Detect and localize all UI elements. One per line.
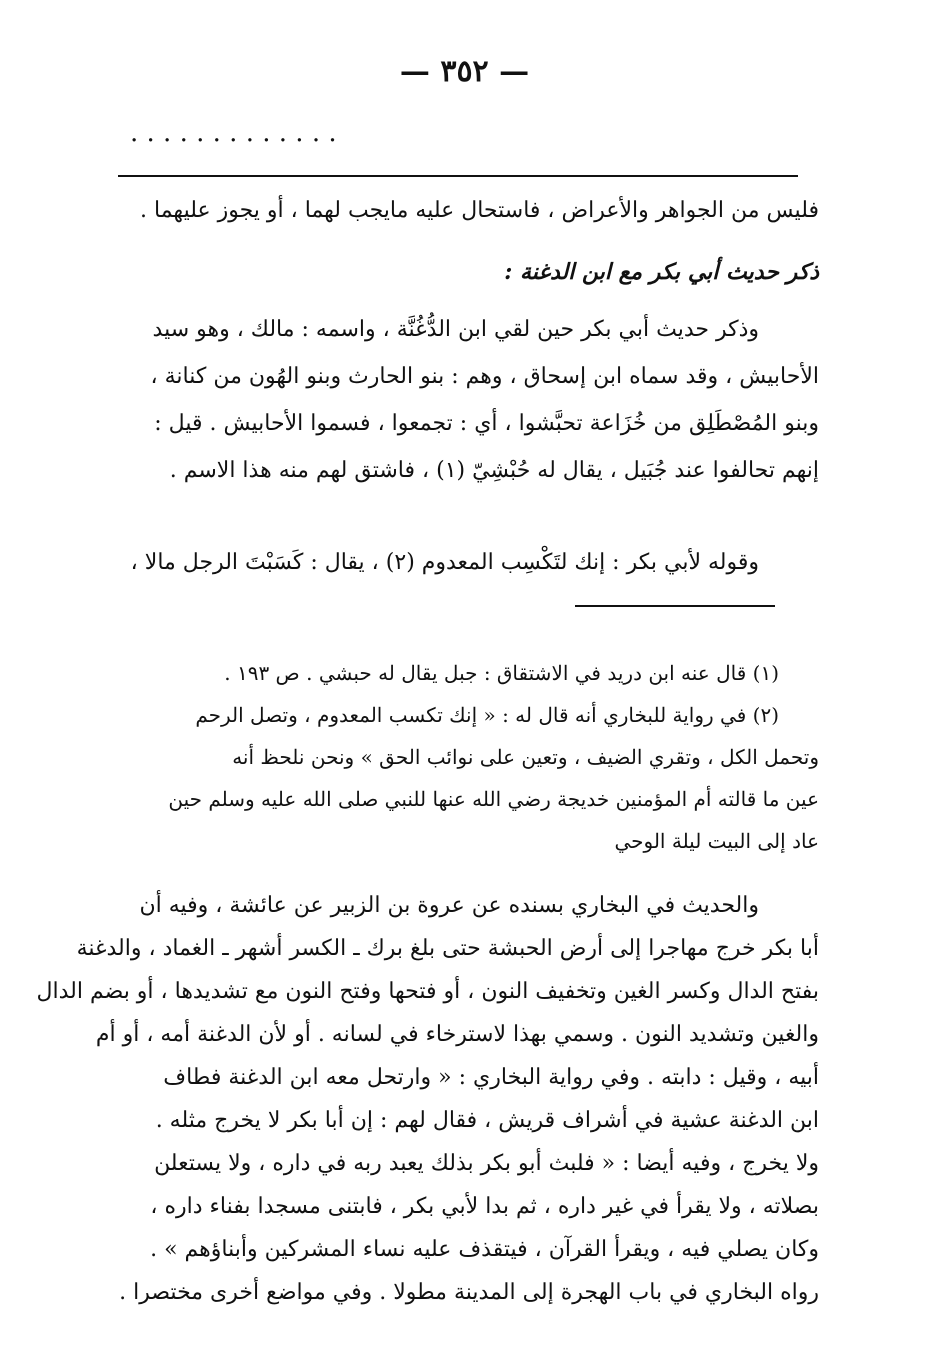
paragraph-3	[36, 884, 819, 1314]
text-line: إنهم تحالفوا عند جُبَيل ، يقال له حُبْشِيّ (١) ، فاشتق لهم منه هذا الاسم .	[169, 458, 819, 483]
text-line: وكان يصلي فيه ، ويقرأ القرآن ، فيتقذف عليه نساء المشركين وأبناؤهم » .	[150, 1237, 819, 1262]
text-line: وتحمل الكل ، وتقري الضيف ، وتعين على نوائب الحق » ونحن نلحظ أنه	[232, 745, 819, 769]
text-line: والحديث في البخاري بسنده عن عروة بن الزبير عن عائشة ، وفيه أن	[139, 893, 759, 918]
section-heading: ذكر حديث أبي بكر مع ابن الدغنة :	[504, 259, 819, 285]
footnote-rule	[575, 605, 775, 607]
text-line: أبا بكر خرج مهاجرا إلى أرض الحبشة حتى بلغ برك ـ الكسر أشهر ـ الغماد ، والدغنة	[76, 936, 819, 961]
paragraph-1	[119, 306, 819, 494]
text-line: بفتح الدال وكسر الغين وتخفيف النون ، أو فتحها وفتح النون مع تشديدها ، أو بضم الدال	[36, 979, 819, 1004]
continuation-line	[119, 188, 819, 234]
text-line: وقوله لأبي بكر : إنك لتَكْسِب المعدوم (٢) ، يقال : كَسَبْتَ الرجل مالا ،	[130, 550, 759, 575]
paragraph-2	[119, 540, 819, 586]
text-line: والغين وتشديد النون . وسمي بهذا لاسترخاء في لسانه . أو لأن الدغنة أمه ، أو أم	[95, 1022, 819, 1047]
text-line: فليس من الجواهر والأعراض ، فاستحال عليه مايجب لهما ، أو يجوز عليهما .	[140, 198, 819, 223]
text-line: أبيه ، وقيل : دابته . وفي رواية البخاري : « وارتحل معه ابن الدغنة فطاف	[163, 1065, 819, 1090]
text-line: وذكر حديث أبي بكر حين لقي ابن الدُّغُنَّة ، واسمه : مالك ، وهو سيد	[152, 317, 759, 342]
ellipsis-dots: . . . . . . . . . . . . .	[130, 118, 337, 148]
header-rule	[118, 175, 798, 177]
text-line: بصلاته ، ولا يقرأ في غير داره ، ثم بدا لأبي بكر ، فابتنى مسجدا بفناء داره ،	[150, 1194, 819, 1219]
text-line: وبنو المُصْطَلِق من خُزَاعة تحبَّشوا ، أي : تجمعوا ، فسموا الأحابيش . قيل :	[154, 411, 819, 436]
text-line: ولا يخرج ، وفيه أيضا : « فلبث أبو بكر بذلك يعبد ربه في داره ، ولا يستعلن	[154, 1151, 819, 1176]
text-line: ابن الدغنة عشية في أشراف قريش ، فقال لهم : إن أبا بكر لا يخرج مثله .	[155, 1108, 819, 1133]
page-number: — ٣٥٢ —	[399, 54, 530, 89]
text-line: عين ما قالته أم المؤمنين خديجة رضي الله عنها للنبي صلى الله عليه وسلم حين	[168, 787, 819, 811]
footnote-2: (٢) في رواية للبخاري أنه قال له : « إنك تكسب المعدوم ، وتصل الرحم	[195, 703, 779, 727]
text-line: رواه البخاري في باب الهجرة إلى المدينة مطولا . وفي مواضع أخرى مختصرا .	[119, 1280, 819, 1305]
text-line: عاد إلى البيت ليلة الوحي	[614, 829, 819, 853]
text-line: الأحابيش ، وقد سماه ابن إسحاق ، وهم : بنو الحارث وبنو الهُون من كنانة ،	[150, 364, 819, 389]
footnote-1: (١) قال عنه ابن دريد في الاشتقاق : جبل يقال له حبشي . ص ١٩٣ .	[224, 661, 779, 685]
footnotes	[119, 652, 819, 862]
